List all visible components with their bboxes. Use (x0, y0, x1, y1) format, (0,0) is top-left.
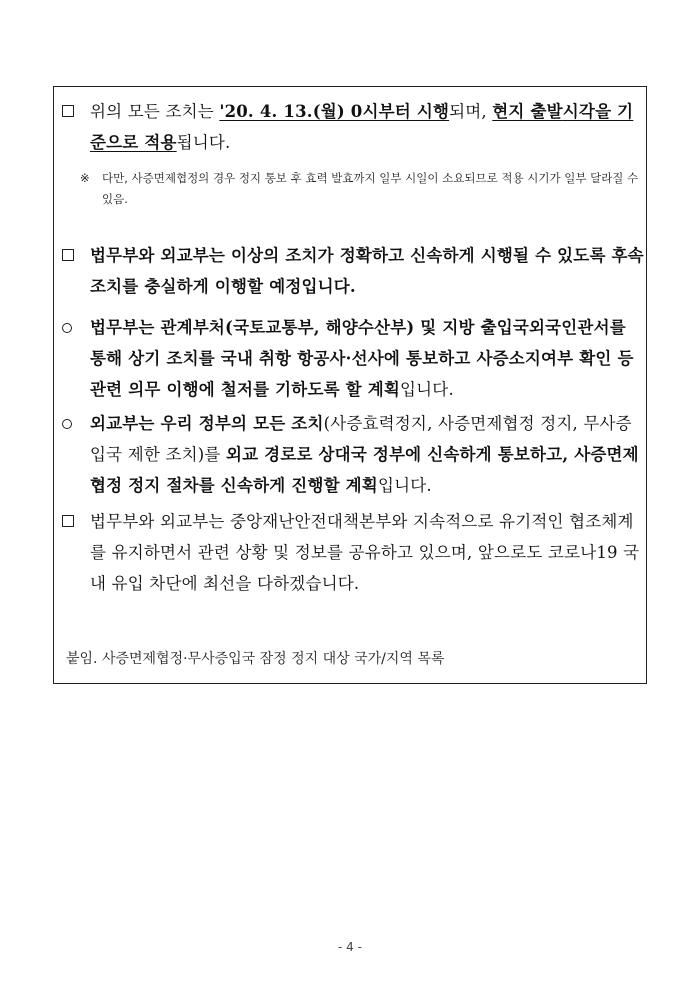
text-segment: 외교부는 우리 정부의 모든 조치 (90, 414, 324, 433)
paragraph-follow-up (62, 240, 644, 302)
paragraph-text: 법무부와 외교부는 중앙재난안전대책본부와 지속적으로 유기적인 협조체계를 유지하면서 관련 상황 및 정보를 공유하고 있으며, 앞으로도 코로나19 국내 유입 차단에 최선을 다하겠습니다. (90, 512, 640, 593)
text-segment: 사증면제협정 정지 절차를 신속하게 진행할 계획 (90, 445, 639, 495)
circle-bullet-icon (62, 312, 84, 343)
page-number: - 4 - (338, 940, 362, 954)
footnote-text: 다만, 사증면제협정의 경우 정지 통보 후 효력 발효까지 일부 시일이 소요되므로 적용 시기가 일부 달라질 수 있음. (102, 171, 639, 206)
text-segment: 위의 모든 조치는 (90, 102, 220, 121)
checkbox-square-icon (62, 240, 84, 271)
text-segment: (사증효력정지, 사증면제협정 정지, 무사증입국 제한 조치)를 (90, 414, 632, 464)
paragraph-effective-date (62, 96, 644, 158)
attachment-line: 붙임. 사증면제협정·무사증입국 잠정 정지 대상 국가/지역 목록 (66, 651, 445, 667)
text-segment: 입니다. (400, 380, 454, 399)
text-segment: 시각을 기준으로 적용 (90, 102, 634, 152)
text-segment: 되며, (449, 102, 493, 121)
text-segment: 법무부는 관계부처(국토교통부, 해양수산부) 및 지방 출입국외국인관서를 통해 상기 조치를 국내 취항 항공사·선사에 통보하고 (90, 318, 626, 368)
text-segment: 외교 경로로 상대국 정부에 신속하게 통보하고, (225, 445, 569, 464)
reference-mark-icon: ※ (80, 171, 90, 185)
paragraph-foreign-ministry (62, 408, 644, 501)
paragraph-text: 법무부와 외교부는 이상의 조치가 정확하고 신속하게 시행될 수 있도록 후속 조치를 충실하게 이행할 예정입니다. (90, 246, 644, 296)
paragraph-cooperation (62, 506, 644, 599)
text-segment: 현지 출발 (492, 102, 563, 121)
text-segment: 됩니다. (176, 133, 231, 152)
effective-date-text: '20. 4. 13.(월) 0시부터 시행 (219, 102, 450, 121)
circle-bullet-icon (62, 408, 84, 439)
footnote (80, 168, 644, 210)
paragraph-justice-ministry (62, 312, 644, 405)
checkbox-square-icon (62, 96, 84, 127)
text-segment: 입니다. (377, 476, 432, 495)
text-segment: 사증소지여부 확인 등 관련 의무 이행에 철저를 기하도록 할 계획 (90, 349, 634, 399)
checkbox-square-icon (62, 506, 84, 537)
